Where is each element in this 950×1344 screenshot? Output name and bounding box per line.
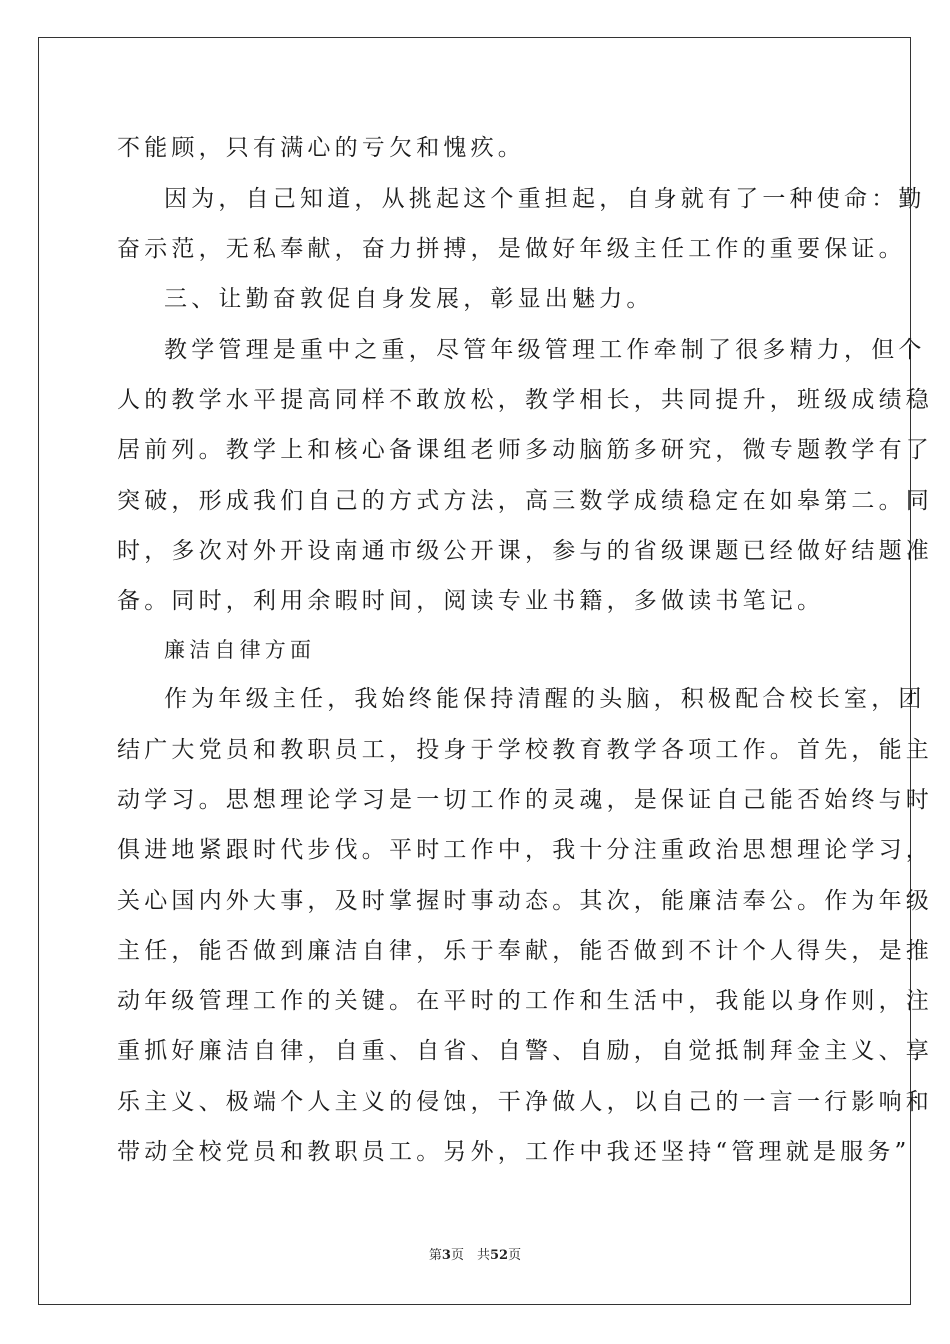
text-line: 关心国内外大事，及时掌握时事动态。其次，能廉洁奉公。作为年级 [117,888,933,914]
text-line: 俱进地紧跟时代步伐。平时工作中，我十分注重政治思想理论学习， [117,837,933,863]
text-line: 人的教学水平提高同样不敢放松，教学相长，共同提升，班级成绩稳 [117,387,933,413]
page-mid: 页 共 [450,1248,490,1263]
text-line: 不能顾，只有满心的亏欠和愧疚。 [117,135,525,161]
current-page-number: 3 [441,1248,451,1263]
text-line: 动年级管理工作的关键。在平时的工作和生活中，我能以身作则，注 [117,988,933,1014]
text-line: 居前列。教学上和核心备课组老师多动脑筋多研究，微专题教学有了 [117,437,933,463]
paragraph-first-line: 教学管理是重中之重，尽管年级管理工作牵制了很多精力，但个 [164,337,926,363]
text-line: 时，多次对外开设南通市级公开课，参与的省级课题已经做好结题准 [117,538,933,564]
page-prefix: 第 [428,1248,442,1263]
text-line: 重抓好廉洁自律，自重、自省、自警、自励，自觉抵制拜金主义、享 [117,1038,933,1064]
section-heading: 廉洁自律方面 [164,638,316,662]
total-page-number: 52 [489,1248,509,1263]
section-heading: 三、让勤奋敦促自身发展，彰显出魅力。 [164,286,654,312]
paragraph-first-line: 作为年级主任，我始终能保持清醒的头脑，积极配合校长室，团 [164,686,926,712]
text-line: 主任，能否做到廉洁自律，乐于奉献，能否做到不计个人得失，是推 [117,938,933,964]
page-suffix: 页 [508,1248,522,1263]
paragraph-first-line: 因为，自己知道，从挑起这个重担起，自身就有了一种使命：勤 [164,186,926,212]
text-line: 乐主义、极端个人主义的侵蚀，干净做人，以自己的一言一行影响和 [117,1089,933,1115]
text-line: 突破，形成我们自己的方式方法，高三数学成绩稳定在如皋第二。同 [117,488,933,514]
text-line: 奋示范，无私奉献，奋力拼搏，是做好年级主任工作的重要保证。 [117,236,906,262]
page-number-footer [0,1247,950,1265]
text-line: 结广大党员和教职员工，投身于学校教育教学各项工作。首先，能主 [117,737,933,763]
text-line: 备。同时，利用余暇时间，阅读专业书籍，多做读书笔记。 [117,588,825,614]
text-line: 动学习。思想理论学习是一切工作的灵魂，是保证自己能否始终与时 [117,787,933,813]
text-line: 带动全校党员和教职员工。另外，工作中我还坚持“管理就是服务” [117,1139,911,1165]
